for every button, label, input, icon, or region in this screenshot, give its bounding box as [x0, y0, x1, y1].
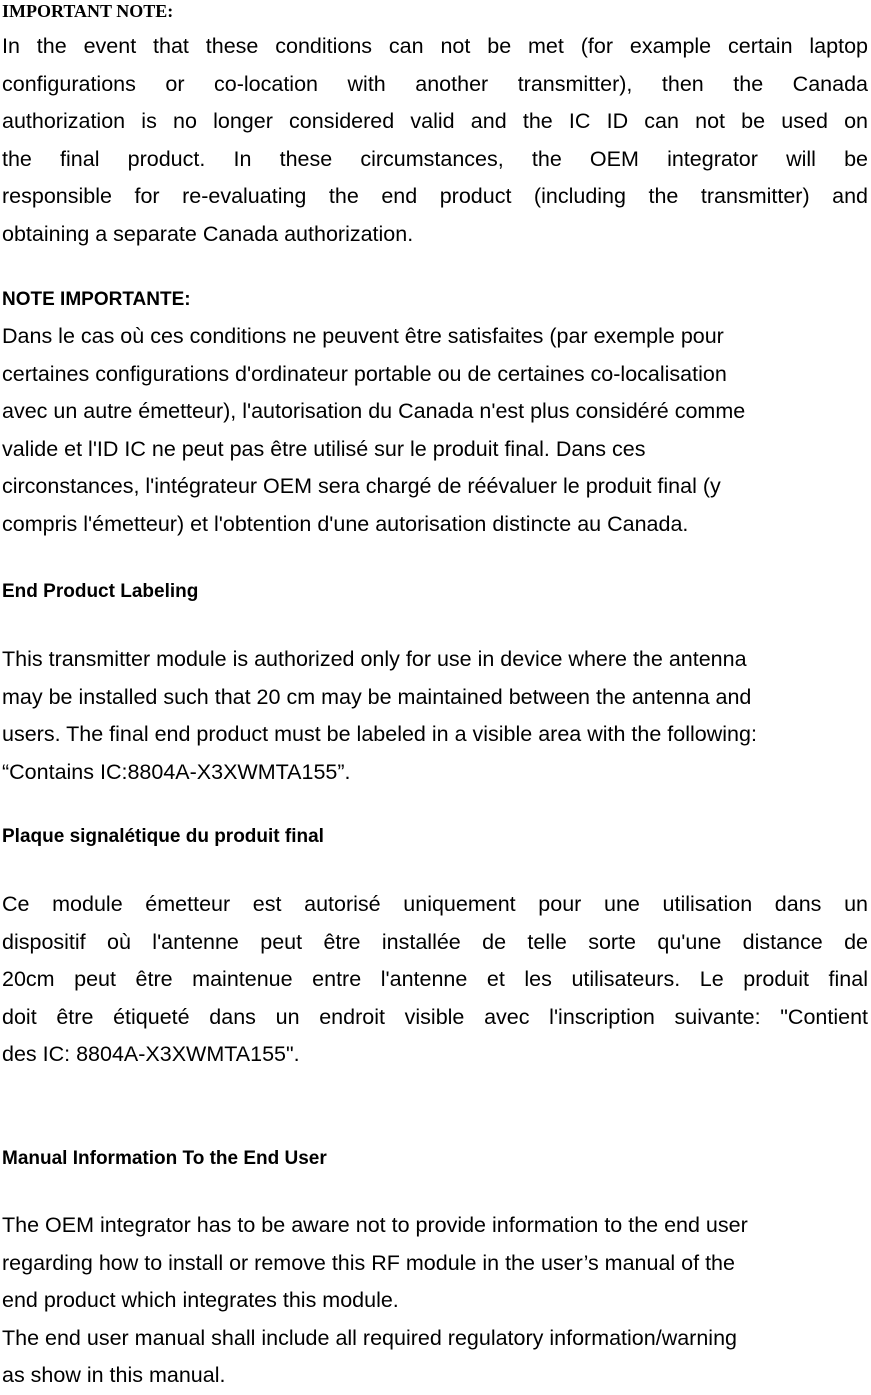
important-note-heading: IMPORTANT NOTE:: [2, 1, 174, 21]
paragraph-line: doit être étiqueté dans un endroit visible avec l'inscription suivante: "Contient: [2, 1004, 868, 1029]
paragraph-line: The OEM integrator has to be aware not to provide information to the end user: [2, 1213, 748, 1237]
paragraph-line: The end user manual shall include all required regulatory information/warning: [2, 1325, 737, 1350]
paragraph-line: dispositif où l'antenne peut être installée de telle sorte qu'une distance de: [2, 929, 868, 954]
paragraph-line: responsible for re-evaluating the end product (including the transmitter) and: [2, 184, 868, 208]
paragraph-line: regarding how to install or remove this RF module in the user’s manual of the: [2, 1250, 735, 1275]
paragraph-line: This transmitter module is authorized only for use in device where the antenna: [2, 647, 747, 671]
paragraph-line: the final product. In these circumstances, the OEM integrator will be: [2, 146, 868, 171]
paragraph-line: end product which integrates this module.: [2, 1288, 399, 1312]
paragraph-line: authorization is no longer considered valid and the IC ID can not be used on: [2, 109, 868, 133]
paragraph-line: circonstances, l'intégrateur OEM sera chargé de réévaluer le produit final (y: [2, 474, 721, 498]
paragraph-line: des IC: 8804A-X3XWMTA155".: [2, 1042, 300, 1066]
paragraph-line: users. The final end product must be labeled in a visible area with the following:: [2, 722, 757, 746]
paragraph-line: compris l'émetteur) et l'obtention d'une autorisation distincte au Canada.: [2, 511, 689, 536]
paragraph-line: as show in this manual.: [2, 1363, 226, 1387]
manual-information-heading: Manual Information To the End User: [2, 1148, 327, 1169]
note-importante-heading: NOTE IMPORTANTE:: [2, 289, 191, 310]
paragraph-line: In the event that these conditions can not be met (for example certain laptop: [2, 34, 868, 58]
paragraph-line: may be installed such that 20 cm may be maintained between the antenna and: [2, 684, 752, 709]
paragraph-line: configurations or co-location with another transmitter), then the Canada: [2, 71, 868, 96]
paragraph-line: “Contains IC:8804A-X3XWMTA155”.: [2, 759, 351, 784]
important-note-paragraph: [2, 28, 868, 253]
manual-information-paragraph: [2, 1207, 868, 1395]
paragraph-line: obtaining a separate Canada authorization.: [2, 221, 414, 246]
paragraph-line: valide et l'ID IC ne peut pas être utilisé sur le produit final. Dans ces: [2, 436, 646, 461]
end-product-labeling-heading: End Product Labeling: [2, 581, 199, 602]
paragraph-line: Ce module émetteur est autorisé uniquement pour une utilisation dans un: [2, 892, 868, 916]
plaque-signaletique-paragraph: [2, 886, 868, 1074]
note-importante-paragraph: [2, 318, 868, 543]
paragraph-line: 20cm peut être maintenue entre l'antenne et les utilisateurs. Le produit final: [2, 967, 868, 991]
paragraph-line: avec un autre émetteur), l'autorisation du Canada n'est plus considéré comme: [2, 399, 746, 423]
plaque-signaletique-heading: Plaque signalétique du produit final: [2, 826, 324, 847]
end-product-labeling-paragraph: [2, 641, 868, 791]
paragraph-line: certaines configurations d'ordinateur portable ou de certaines co-localisation: [2, 361, 727, 386]
paragraph-line: Dans le cas où ces conditions ne peuvent être satisfaites (par exemple pour: [2, 324, 724, 348]
